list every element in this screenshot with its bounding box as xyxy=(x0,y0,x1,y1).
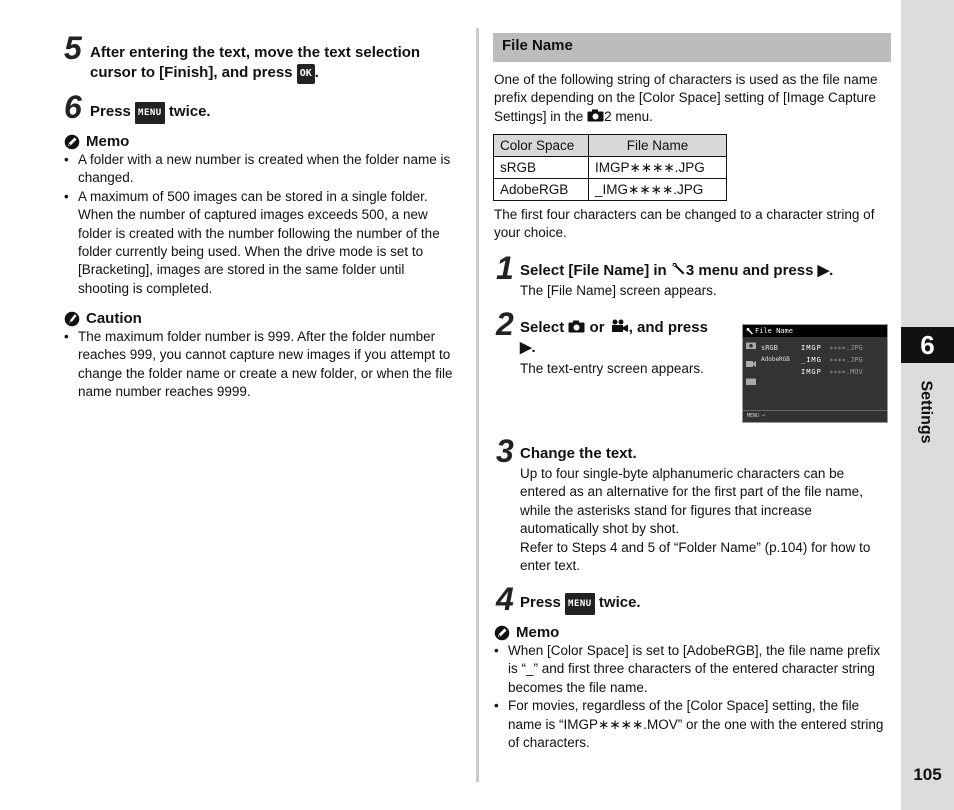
caution-heading: Caution xyxy=(64,310,459,327)
table-cell: IMGP∗∗∗∗.JPG xyxy=(589,157,727,179)
file-name-screen-thumbnail xyxy=(742,324,888,423)
menu-button-icon: MENU xyxy=(565,593,595,615)
memo-list-right xyxy=(494,642,890,752)
wrench-icon xyxy=(746,328,753,335)
memo-section-left xyxy=(64,133,459,298)
memo-pencil-icon xyxy=(64,134,80,150)
table-cell: _IMG∗∗∗∗.JPG xyxy=(589,179,727,201)
table-cell: AdobeRGB xyxy=(494,179,589,201)
page-number: 105 xyxy=(913,765,942,784)
step-3-title: Change the text. xyxy=(520,445,637,462)
list-item: • For movies, regardless of the [Color Space] setting, the file name is “IMGP∗∗∗∗.MOV” or the one with the entered string of characters. xyxy=(494,697,890,752)
table-header-row xyxy=(494,135,727,157)
screen-rows xyxy=(761,342,887,378)
memo-section-right xyxy=(494,624,890,752)
camera-menu-icon xyxy=(587,109,604,122)
screen-row: AdobeRGB _IMG ∗∗∗∗.JPG xyxy=(761,356,863,364)
step-6-text: Press MENU twice. xyxy=(90,102,465,124)
caution-list xyxy=(64,328,459,402)
right-arrow-icon: ▶ xyxy=(520,339,532,356)
table-cell: sRGB xyxy=(494,157,589,179)
chapter-label: Settings xyxy=(918,380,935,444)
list-item: • A maximum of 500 images can be stored in a single folder. When the number of captured images exceeds 500, a new folder is created with the number following the number of the folder currently being used. When the drive mode is set to [Bracketing], images are stored in the same folder until shooting is completed. xyxy=(64,188,459,298)
memo-heading: Memo xyxy=(64,133,459,150)
step-2-number: 2 xyxy=(496,306,514,342)
memo-pencil-icon xyxy=(494,625,510,641)
wrench-setup-icon xyxy=(671,262,686,276)
chapter-number: 6 xyxy=(901,327,954,363)
step-5-text: After entering the text, move the text selection cursor to [Finish], and press OK . xyxy=(90,43,465,84)
intro-paragraph: One of the following string of characters is used as the file name prefix depending on the [Color Space] setting of [Image Capture Settings] in the 2 menu. xyxy=(494,72,878,124)
step-6-number: 6 xyxy=(64,89,82,125)
step-3-body: Up to four single-byte alphanumeric characters can be entered as an alternative for the first part of the file name, while the asterisks stand for figures that increase automatically shot by shot. Refer to Steps 4 and 5 of “Folder Name” (p.104) for how to enter text. xyxy=(520,466,871,574)
screen-side-icons xyxy=(746,341,758,391)
step-1-text: Select [File Name] in 3 menu and press ▶. xyxy=(520,262,834,279)
list-item: • A folder with a new number is created when the folder name is changed. xyxy=(64,151,459,188)
camera-icon xyxy=(568,320,585,333)
memo-heading: Memo xyxy=(494,624,890,641)
menu-button-icon: MENU xyxy=(135,102,165,124)
screen-row: sRGB IMGP ∗∗∗∗.JPG xyxy=(761,344,863,352)
table-row xyxy=(494,157,727,179)
ok-button-icon: OK xyxy=(297,64,315,84)
screen-row: IMGP ∗∗∗∗.MOV xyxy=(801,368,863,376)
step-4-number: 4 xyxy=(496,581,514,617)
movie-camera-icon xyxy=(746,359,756,367)
table-header-cell: File Name xyxy=(589,135,727,157)
right-arrow-icon: ▶ xyxy=(817,262,830,279)
screen-footer: MENU ↩ xyxy=(743,410,887,422)
step-3-number: 3 xyxy=(496,433,514,469)
step-1-number: 1 xyxy=(496,250,514,286)
table-row xyxy=(494,179,727,201)
movie-camera-icon xyxy=(609,319,629,333)
screen-header: File Name xyxy=(743,325,887,337)
caution-section xyxy=(64,310,459,402)
caution-icon xyxy=(64,311,80,327)
step-4-text: Press MENU twice. xyxy=(520,593,641,615)
after-table-paragraph: The first four characters can be changed to a character string of your choice. xyxy=(494,207,875,241)
file-name-table xyxy=(493,134,727,201)
list-item: • When [Color Space] is set to [AdobeRGB], the file name prefix is “_” and first three characters of the entered character string becomes the file name. xyxy=(494,642,890,697)
step-5-number: 5 xyxy=(64,30,82,66)
movie-icon xyxy=(746,377,756,385)
step-2-text: Select or , and press ▶. xyxy=(520,319,708,356)
section-title-file-name: File Name xyxy=(493,33,891,62)
camera-icon xyxy=(746,341,756,349)
table-header-cell: Color Space xyxy=(494,135,589,157)
column-divider xyxy=(476,28,479,782)
step-2-subtext: The text-entry screen appears. xyxy=(520,361,704,376)
list-item: • The maximum folder number is 999. After the folder number reaches 999, you cannot capture new images if you attempt to change the folder name or create a new folder, or when the file name number reaches 9999. xyxy=(64,328,459,402)
back-arrow-icon: ↩ xyxy=(762,413,766,419)
step-1-subtext: The [File Name] screen appears. xyxy=(520,283,717,298)
memo-list-left xyxy=(64,151,459,298)
